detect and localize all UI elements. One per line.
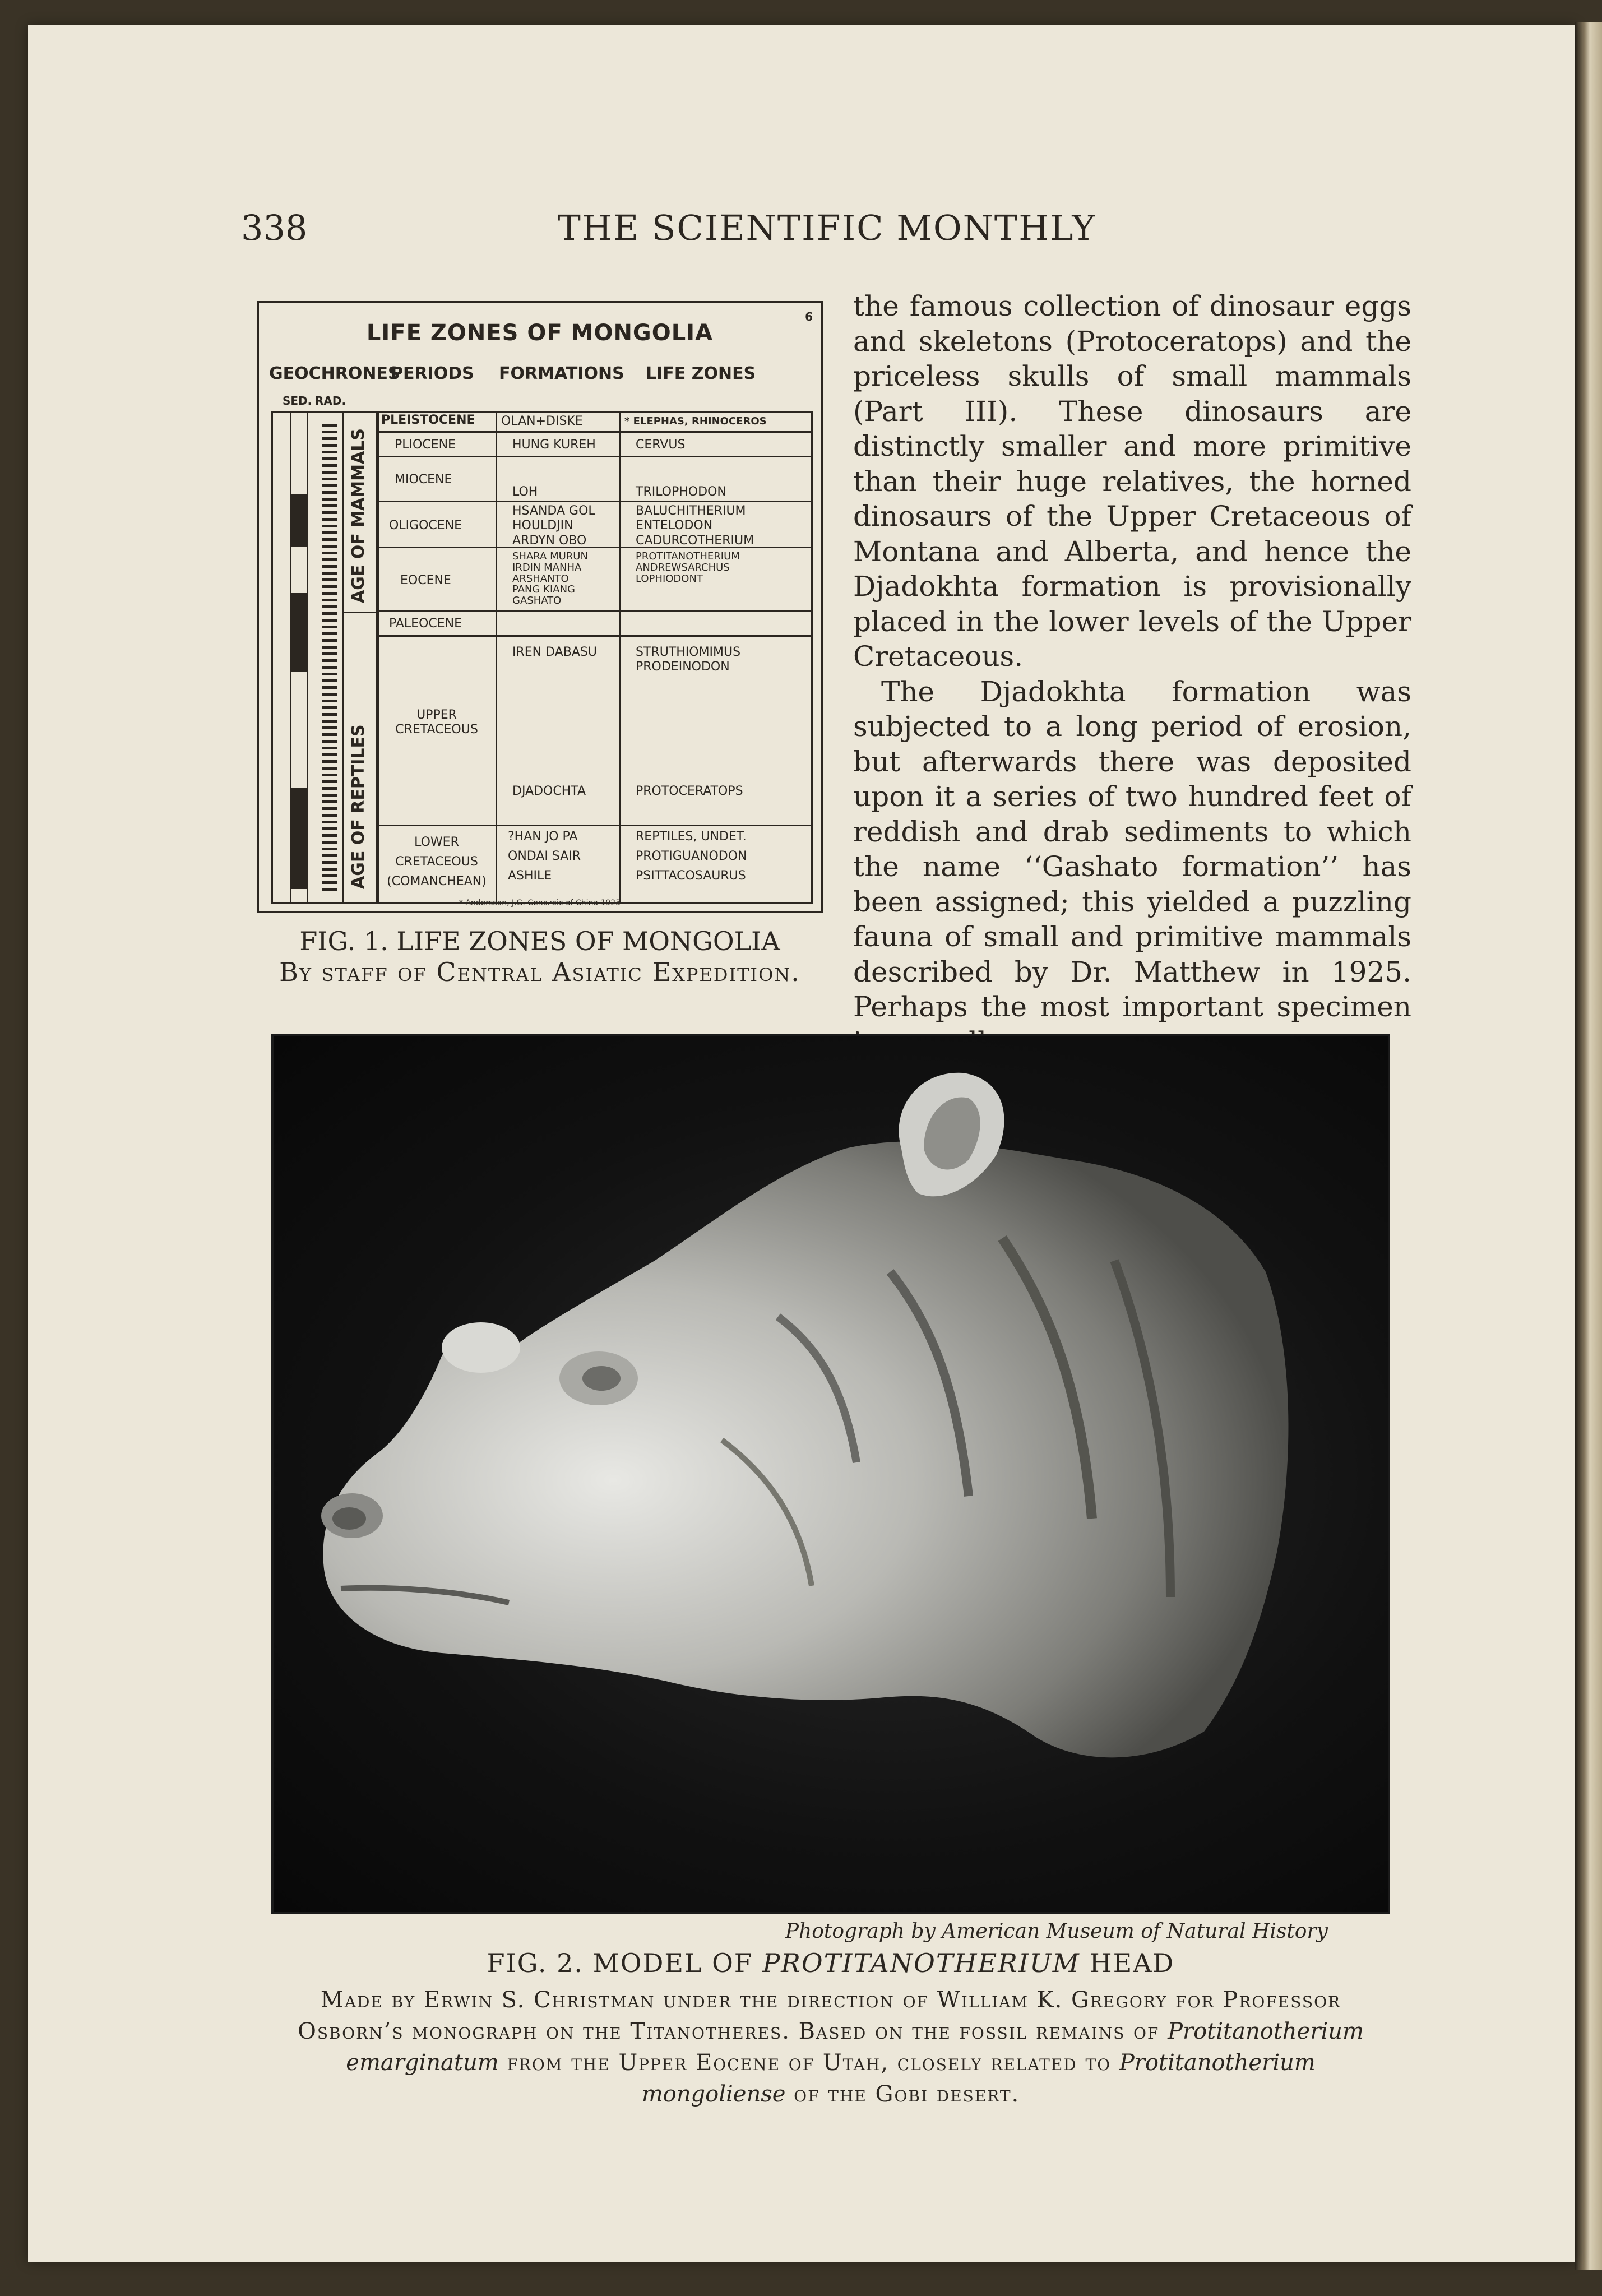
life-zone-cell: CERVUS bbox=[636, 438, 686, 452]
header-formations: FORMATIONS bbox=[499, 364, 624, 383]
period-cell: PALEOCENE bbox=[389, 617, 462, 631]
figure2-label: FIG. 2. bbox=[487, 1948, 584, 1978]
period-cell: MIOCENE bbox=[395, 473, 452, 487]
figure2-caption-pre: MODEL OF bbox=[592, 1948, 753, 1978]
formation-cell: DJADOCHTA bbox=[512, 784, 586, 798]
period-cell: OLIGOCENE bbox=[389, 519, 462, 533]
figure2-caption-post: HEAD bbox=[1089, 1948, 1175, 1978]
rhino-head-photograph bbox=[271, 1034, 1390, 1914]
sed-block bbox=[291, 593, 307, 672]
journal-title: THE SCIENTIFIC MONTHLY bbox=[557, 207, 1096, 248]
formation-cell: HSANDA GOL HOULDJIN ARDYN OBO bbox=[512, 504, 595, 548]
period-cell: EOCENE bbox=[400, 573, 451, 587]
life-zones-figure bbox=[257, 301, 823, 913]
life-zone-cell: TRILOPHODON bbox=[636, 485, 726, 499]
zones-table bbox=[378, 411, 813, 904]
period-cell: UPPER CRETACEOUS bbox=[395, 708, 478, 737]
formation-cell: HUNG KUREH bbox=[512, 438, 596, 452]
figure2-caption-genus: PROTITANOTHERIUM bbox=[762, 1948, 1080, 1978]
figure-title: LIFE ZONES OF MONGOLIA bbox=[366, 320, 714, 346]
figure2-caption-title bbox=[271, 1948, 1390, 1978]
body-text bbox=[853, 289, 1411, 1059]
period-cell: PLIOCENE bbox=[395, 438, 456, 452]
age-column bbox=[344, 411, 378, 904]
life-zone-cell: STRUTHIOMIMUS PRODEINODON bbox=[636, 645, 741, 674]
header-geochrones: GEOCHRONES bbox=[269, 364, 400, 383]
period-cell: PLEISTOCENE bbox=[381, 413, 475, 427]
subheader-sed: SED. bbox=[283, 394, 312, 408]
species-name: Protitanotherium emarginatum bbox=[346, 2019, 1364, 2076]
life-zone-cell: PROTITANOTHERIUM ANDREWSARCHUS LOPHIODONT bbox=[636, 550, 740, 585]
photo-credit: Photograph by American Museum of Natural History bbox=[785, 1920, 1328, 1943]
figure1-caption-title: LIFE ZONES OF MONGOLIA bbox=[396, 926, 780, 956]
figure-footnote: * Andersson, J.G. Cenozoic of China 1923 bbox=[459, 899, 621, 908]
period-cell: LOWER CRETACEOUS (COMANCHEAN) bbox=[387, 835, 487, 889]
rad-bar bbox=[322, 424, 337, 891]
formation-cell: OLAN+DISKE bbox=[501, 414, 583, 428]
paragraph: the famous collection of dinosaur eggs and skeletons (Protoceratops) and the priceless skulls of small mammals (Part III). These dinosaurs are distinctly smaller and more primitive than their huge relatives, the horned dinosaurs of the Upper Cretaceous of Montana and Alberta, and hence the Djadokhta formation is provisionally placed in the lower levels of the Upper Cretaceous. bbox=[853, 290, 1411, 673]
figure1-credit: By staff of Central Asiatic Expedition. bbox=[279, 957, 800, 988]
model-head-illustration bbox=[274, 1036, 1388, 1912]
formation-cell: SHARA MURUN IRDIN MANHA ARSHANTO PANG KIANG GASHATO bbox=[512, 550, 588, 607]
figure2-caption-description bbox=[271, 1984, 1390, 2110]
formation-cell: ?HAN JO PA ONDAI SAIR ASHILE bbox=[508, 830, 581, 883]
species-name: Protitanotherium mongoliense bbox=[641, 2050, 1316, 2107]
life-zone-cell: REPTILES, UNDET. PROTIGUANODON PSITTACOSAURUS bbox=[636, 830, 747, 883]
subheader-rad: RAD. bbox=[315, 394, 346, 408]
header-periods: PERIODS bbox=[391, 364, 474, 383]
age-of-mammals-label: AGE OF MAMMALS bbox=[349, 428, 368, 603]
life-zone-cell: * ELEPHAS, RHINOCEROS bbox=[624, 415, 767, 427]
corner-mark: 6 bbox=[805, 310, 813, 323]
formation-cell: LOH bbox=[512, 485, 538, 499]
age-of-reptiles-label: AGE OF REPTILES bbox=[349, 724, 368, 889]
caption-text: from the Upper Eocene of Utah, closely related to bbox=[507, 2050, 1112, 2076]
paragraph: The Djadokhta formation was subjected to a long period of erosion, but afterwards there was deposited upon it a series of two hundred feet of reddish and drab sediments to which the name ‘‘Gashato formation’’ has been assigned; this yielded a puzzling fauna of small and primitive mammals described by Dr. Matthew in 1925. Perhaps the most important specimen bbox=[853, 675, 1411, 1023]
running-head bbox=[241, 207, 1413, 252]
geochrone-columns bbox=[271, 411, 344, 904]
life-zone-cell: PROTOCERATOPS bbox=[636, 784, 743, 798]
figure1-label: FIG. 1. bbox=[299, 926, 388, 956]
page-edge bbox=[1575, 22, 1602, 2270]
caption-text: of the Gobi desert. bbox=[794, 2081, 1020, 2107]
sed-block bbox=[291, 494, 307, 547]
sed-block bbox=[291, 788, 307, 889]
formation-cell: IREN DABASU bbox=[512, 645, 597, 659]
figure1-caption bbox=[257, 926, 823, 988]
header-life-zones: LIFE ZONES bbox=[646, 364, 756, 383]
page-number: 338 bbox=[241, 207, 308, 248]
life-zone-cell: BALUCHITHERIUM ENTELODON CADURCOTHERIUM bbox=[636, 504, 754, 548]
caption-text: Made by Erwin S. Christman under the direction of William K. Gregory for Professor Osborn’s monograph on the Titanotheres. Based on the fossil remains of bbox=[298, 1987, 1341, 2044]
